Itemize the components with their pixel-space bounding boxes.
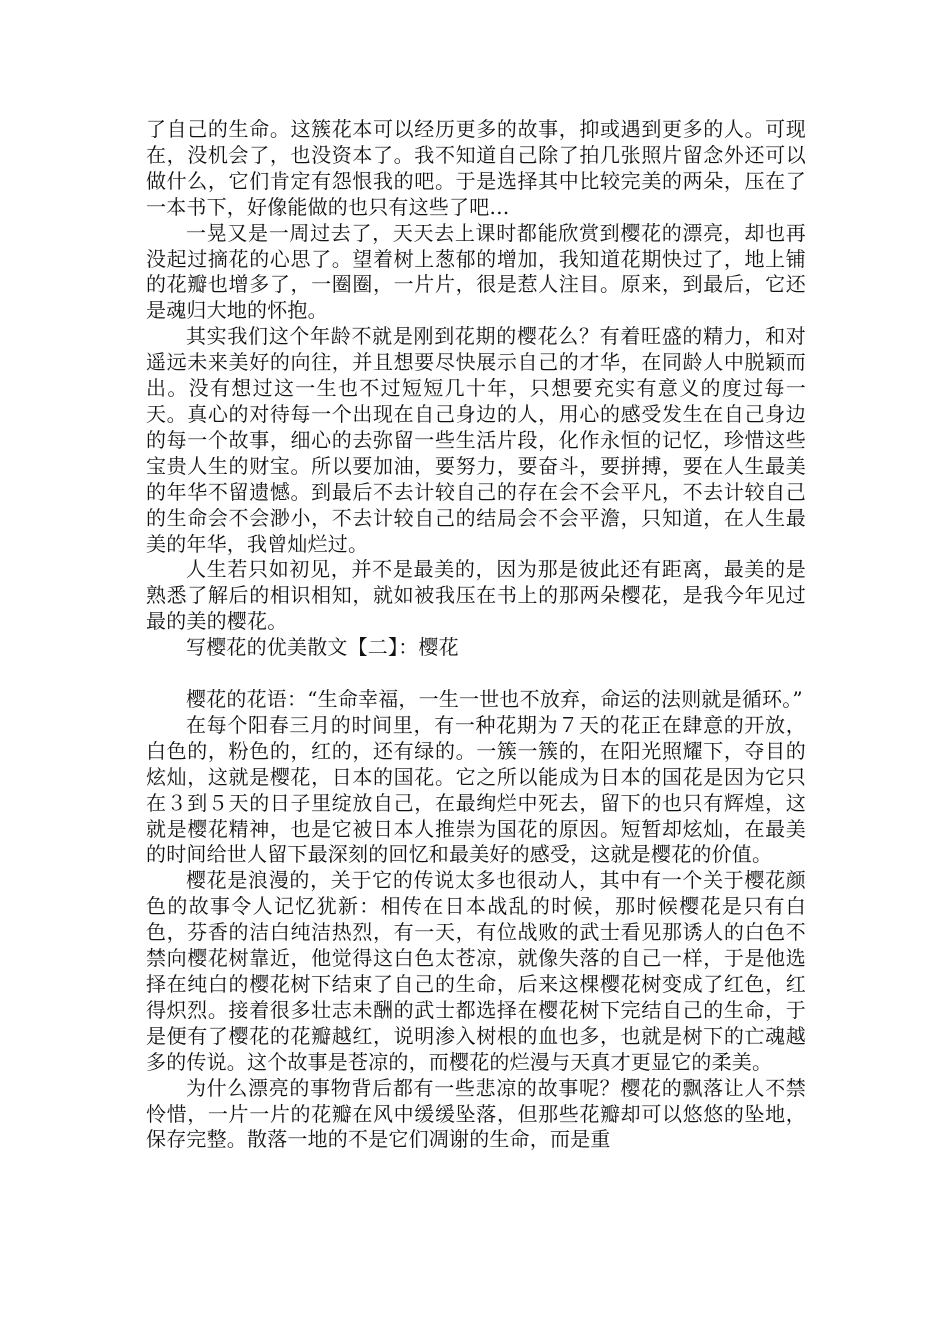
paragraph-why-sad: 为什么漂亮的事物背后都有一些悲凉的故事呢？樱花的飘落让人不禁怜惜，一片一片的花瓣在风中缓缓坠落，但那些花瓣却可以悠悠的坠地，保存完整。散落一地的不是它们凋谢的生命，而是重 bbox=[146, 1075, 806, 1152]
section-heading-two: 写樱花的优美散文【二】：樱花 bbox=[186, 635, 459, 660]
paragraph-our-age: 其实我们这个年龄不就是刚到花期的樱花么？有着旺盛的精力，和对遥远未来美好的向往，并且想要尽快展示自己的才华，在同龄人中脱颖而出。没有想过这一生也不过短短几十年，只想要充实有意义的度过每一天。真心的对待每一个出现在自己身边的人，用心的感受发生在自己身边的每一个故事，细心的去弥留一些生活片段，化作永恒的记忆，珍惜这些宝贵人生的财宝。所以要加油，要努力，要奋斗，要拼搏，要在人生最美的年华不留遗憾。到最后不去计较自己的存在会不会平凡，不去计较自己的生命会不会渺小，不去计较自己的结局会不会平澹，只知道，在人生最美的年华，我曾灿烂过。 bbox=[146, 324, 806, 556]
paragraph-first-sight: 人生若只如初见，并不是最美的，因为那是彼此还有距离，最美的是熟悉了解后的相识相知，就如被我压在书上的那两朵樱花，是我今年见过最的美的樱花。 bbox=[146, 557, 806, 634]
document-body bbox=[146, 117, 806, 1153]
paragraph-march-bloom: 在每个阳春三月的时间里，有一种花期为７天的花正在肆意的开放，白色的，粉色的，红的，还有绿的。一簇一簇的，在阳光照耀下，夺目的炫灿，这就是樱花，日本的国花。它之所以能成为日本的国花是因为它只在３到５天的日子里绽放自己，在最绚烂中死去，留下的也只有辉煌，这就是樱花精神，也是它被日本人推崇为国花的原因。短暂却炫灿，在最美的时间给世人留下最深刻的回忆和最美好的感受，这就是樱花的价值。 bbox=[146, 712, 806, 867]
paragraph-flower-language: 樱花的花语：“生命幸福，一生一世也不放弃，命运的法则就是循环。” bbox=[186, 687, 803, 712]
paragraph-continued: 了自己的生命。这簇花本可以经历更多的故事，抑或遇到更多的人。可现在，没机会了，也没资本了。我不知道自己除了拍几张照片留念外还可以做什么，它们肯定有怨恨我的吧。于是选择其中比较完美的两朵，压在了一本书下，好像能做的也只有这些了吧… bbox=[146, 117, 806, 219]
paragraph-week-passed: 一晃又是一周过去了，天天去上课时都能欣赏到樱花的漂亮，却也再没起过摘花的心思了。望着树上葱郁的增加，我知道花期快过了，地上铺的花瓣也增多了，一圈圈，一片片，很是惹人注目。原来，到最后，它还是魂归大地的怀抱。 bbox=[146, 220, 806, 323]
blank-line bbox=[146, 661, 806, 687]
paragraph-legend: 樱花是浪漫的，关于它的传说太多也很动人，其中有一个关于樱花颜色的故事令人记忆犹新：相传在日本战乱的时候，那时候樱花是只有白色，芬香的洁白纯洁热烈，有一天，有位战败的武士看见那诱人的白色不禁向樱花树靠近，他觉得这白色太苍凉，就像失落的自己一样，于是他选择在纯白的樱花树下结束了自己的生命，后来这棵樱花树变成了红色，红得炽烈。接着很多壮志未酬的武士都选择在樱花树下完结自己的生命，于是便有了樱花的花瓣越红，说明渗入树根的血也多，也就是树下的亡魂越多的传说。这个故事是苍凉的，而樱花的烂漫与天真才更显它的柔美。 bbox=[146, 868, 806, 1074]
